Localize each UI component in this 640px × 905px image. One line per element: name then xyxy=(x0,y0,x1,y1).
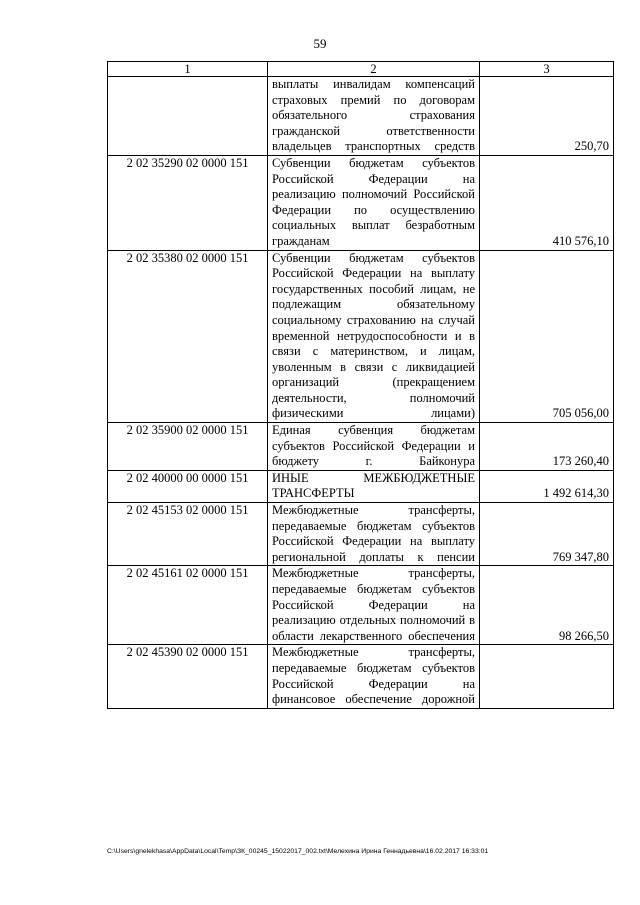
budget-table xyxy=(107,61,614,709)
budget-code: 2 02 35290 02 0000 151 xyxy=(108,155,268,250)
budget-code: 2 02 40000 00 0000 151 xyxy=(108,470,268,502)
table-row xyxy=(108,566,614,645)
description: Межбюджетные трансферты, передаваемые бюджетам субъектов Российской Федерации на реализацию отдельных полномочий в области лекарственного обеспечения xyxy=(268,566,480,645)
description: выплаты инвалидам компенсаций страховых премий по договорам обязательного страхования гражданской ответственности владельцев транспортных средств xyxy=(268,77,480,156)
amount: 173 260,40 xyxy=(480,423,614,471)
column-header: 1 xyxy=(108,62,268,77)
budget-code: 2 02 35380 02 0000 151 xyxy=(108,250,268,423)
column-header: 2 xyxy=(268,62,480,77)
file-path-footer: C:\Users\gnelekhasa\AppData\Local\Temp\ЗК_00245_15022017_002.txt\Мелехина Ирина Геннадьевна\16.02.2017 16:33:01 xyxy=(107,848,489,855)
description: Межбюджетные трансферты, передаваемые бюджетам субъектов Российской Федерации на выплату региональной доплаты к пенсии xyxy=(268,503,480,566)
table-row xyxy=(108,645,614,708)
amount: 769 347,80 xyxy=(480,503,614,566)
budget-code: 2 02 45161 02 0000 151 xyxy=(108,566,268,645)
amount xyxy=(480,645,614,708)
amount: 410 576,10 xyxy=(480,155,614,250)
table-header-row xyxy=(108,62,614,77)
table-row xyxy=(108,250,614,423)
amount: 1 492 614,30 xyxy=(480,470,614,502)
page-number: 59 xyxy=(313,36,327,51)
table-row xyxy=(108,77,614,156)
description: Единая субвенция бюджетам субъектов Российской Федерации и бюджету г. Байконура xyxy=(268,423,480,471)
table-row xyxy=(108,155,614,250)
description: Субвенции бюджетам субъектов Российской Федерации на выплату государственных пособий лицам, не подлежащим обязательному социальному страхованию на случай временной нетрудоспособности и в связи с материнством, и лицам, уволенным в связи с ликвидацией организаций (прекращением деятельности, полномочий физическими лицами) xyxy=(268,250,480,423)
description: Субвенции бюджетам субъектов Российской Федерации на реализацию полномочий Российской Федерации по осуществлению социальных выплат безработным гражданам xyxy=(268,155,480,250)
budget-code: 2 02 35900 02 0000 151 xyxy=(108,423,268,471)
budget-code: 2 02 45390 02 0000 151 xyxy=(108,645,268,708)
column-header: 3 xyxy=(480,62,614,77)
amount: 98 266,50 xyxy=(480,566,614,645)
table-row xyxy=(108,503,614,566)
budget-code: 2 02 45153 02 0000 151 xyxy=(108,503,268,566)
budget-code xyxy=(108,77,268,156)
amount: 250,70 xyxy=(480,77,614,156)
amount: 705 056,00 xyxy=(480,250,614,423)
description: Межбюджетные трансферты, передаваемые бюджетам субъектов Российской Федерации на финансовое обеспечение дорожной xyxy=(268,645,480,708)
table-row xyxy=(108,470,614,502)
description: ИНЫЕ МЕЖБЮДЖЕТНЫЕ ТРАНСФЕРТЫ xyxy=(268,470,480,502)
table-row xyxy=(108,423,614,471)
